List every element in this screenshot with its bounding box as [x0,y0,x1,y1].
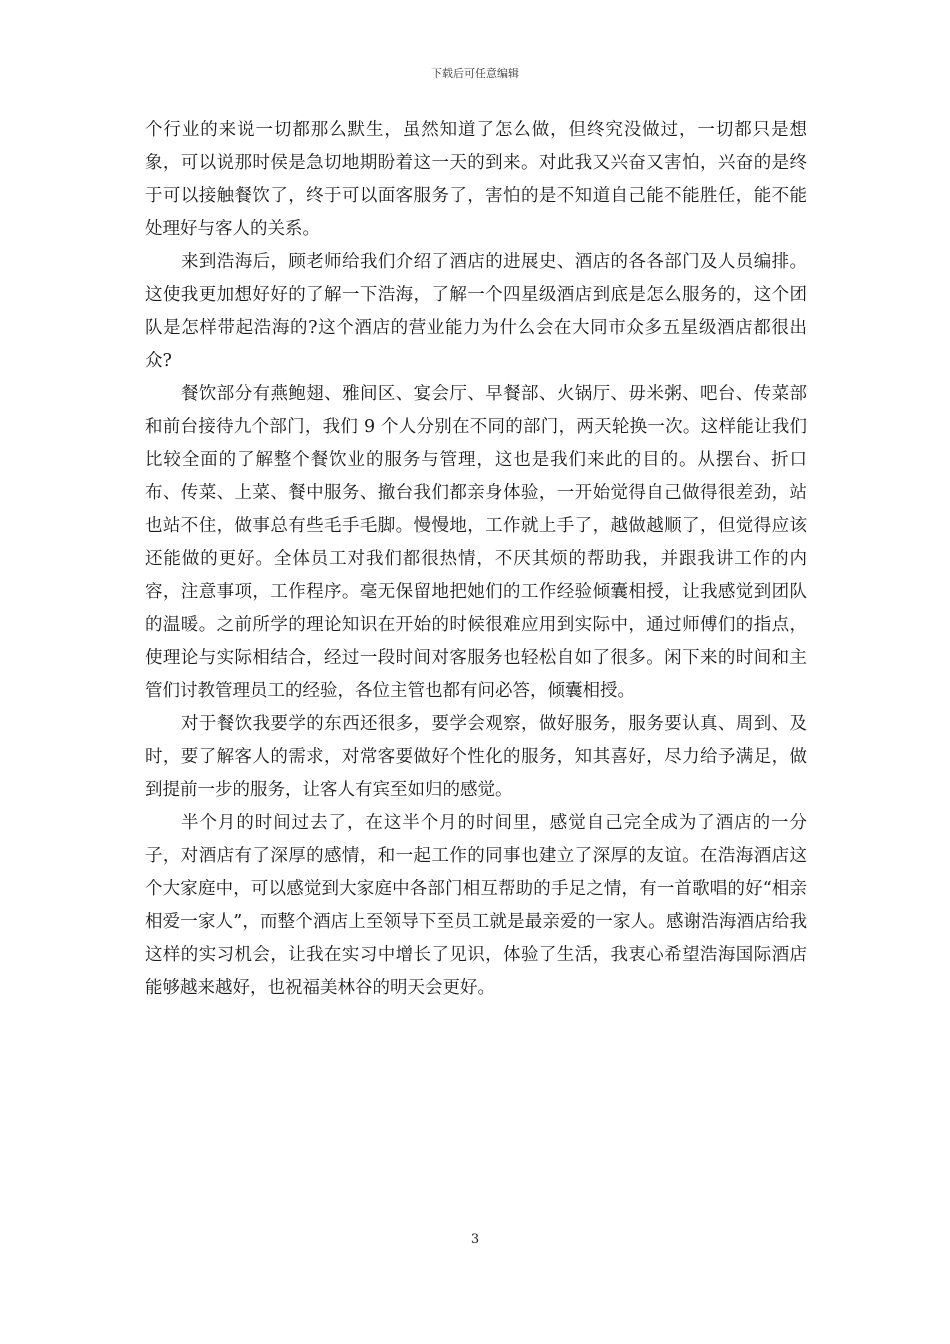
page-header: 下载后可任意编辑 [431,67,519,80]
paragraph-learning: 对于餐饮我要学的东西还很多，要学会观察，做好服务，服务要认真、周到、及时，要了解客人的需求，对常客要做好个性化的服务，知其喜好，尽力给予满足，做到提前一步的服务，让客人有宾至如归的感觉。 [145,714,807,800]
paragraph-departments: 餐饮部分有燕鲍翅、雅间区、宴会厅、早餐部、火锅厅、毋米粥、吧台、传菜部和前台接待九个部门，我们 9 个人分别在不同的部门，两天轮换一次。这样能让我们比较全面的了解整个餐饮业的服务与管理，这也是我们来此的目的。从摆台、折口布、传菜、上菜、餐中服务、撤台我们都亲身体验，一开始觉得自己做得很差劲，站也站不住，做事总有些毛手毛脚。慢慢地，工作就上手了，越做越顺了，但觉得应该还能做的更好。全体员工对我们都很热情，不厌其烦的帮助我，并跟我讲工作的内容，注意事项，工作程序。毫无保留地把她们的工作经验倾囊相授，让我感觉到团队的温暖。之前所学的理论知识在开始的时候很难应用到实际中，通过师傅们的指点，使理论与实际相结合，经过一段时间对客服务也轻松自如了很多。闲下来的时间和主管们讨教管理员工的经验，各位主管也都有问必答，倾囊相授。 [145,384,807,701]
document-body [145,114,807,1005]
paragraph-conclusion: 半个月的时间过去了，在这半个月的时间里，感觉自己完全成为了酒店的一分子，对酒店有了深厚的感情，和一起工作的同事也建立了深厚的友谊。在浩海酒店这个大家庭中，可以感觉到大家庭中各部门相互帮助的手足之情，有一首歌唱的好“相亲相爱一家人”，而整个酒店上至领导下至员工就是最亲爱的一家人。感谢浩海酒店给我这样的实习机会，让我在实习中增长了见识，体验了生活，我衷心希望浩海国际酒店能够越来越好，也祝福美林谷的明天会更好。 [145,813,807,998]
paragraph-continuation: 个行业的来说一切都那么默生，虽然知道了怎么做，但终究没做过，一切都只是想象，可以说那时侯是急切地期盼着这一天的到来。对此我又兴奋又害怕，兴奋的是终于可以接触餐饮了，终于可以面客服务了，害怕的是不知道自己能不能胜任，能不能处理好与客人的关系。 [145,120,807,239]
page-number: 3 [470,1232,480,1247]
paragraph-arrival: 来到浩海后，顾老师给我们介绍了酒店的进展史、酒店的各各部门及人员编排。这使我更加想好好的了解一下浩海，了解一个四星级酒店到底是怎么服务的，这个团队是怎样带起浩海的?这个酒店的营业能力为什么会在大同市众多五星级酒店都很出众? [145,252,807,371]
